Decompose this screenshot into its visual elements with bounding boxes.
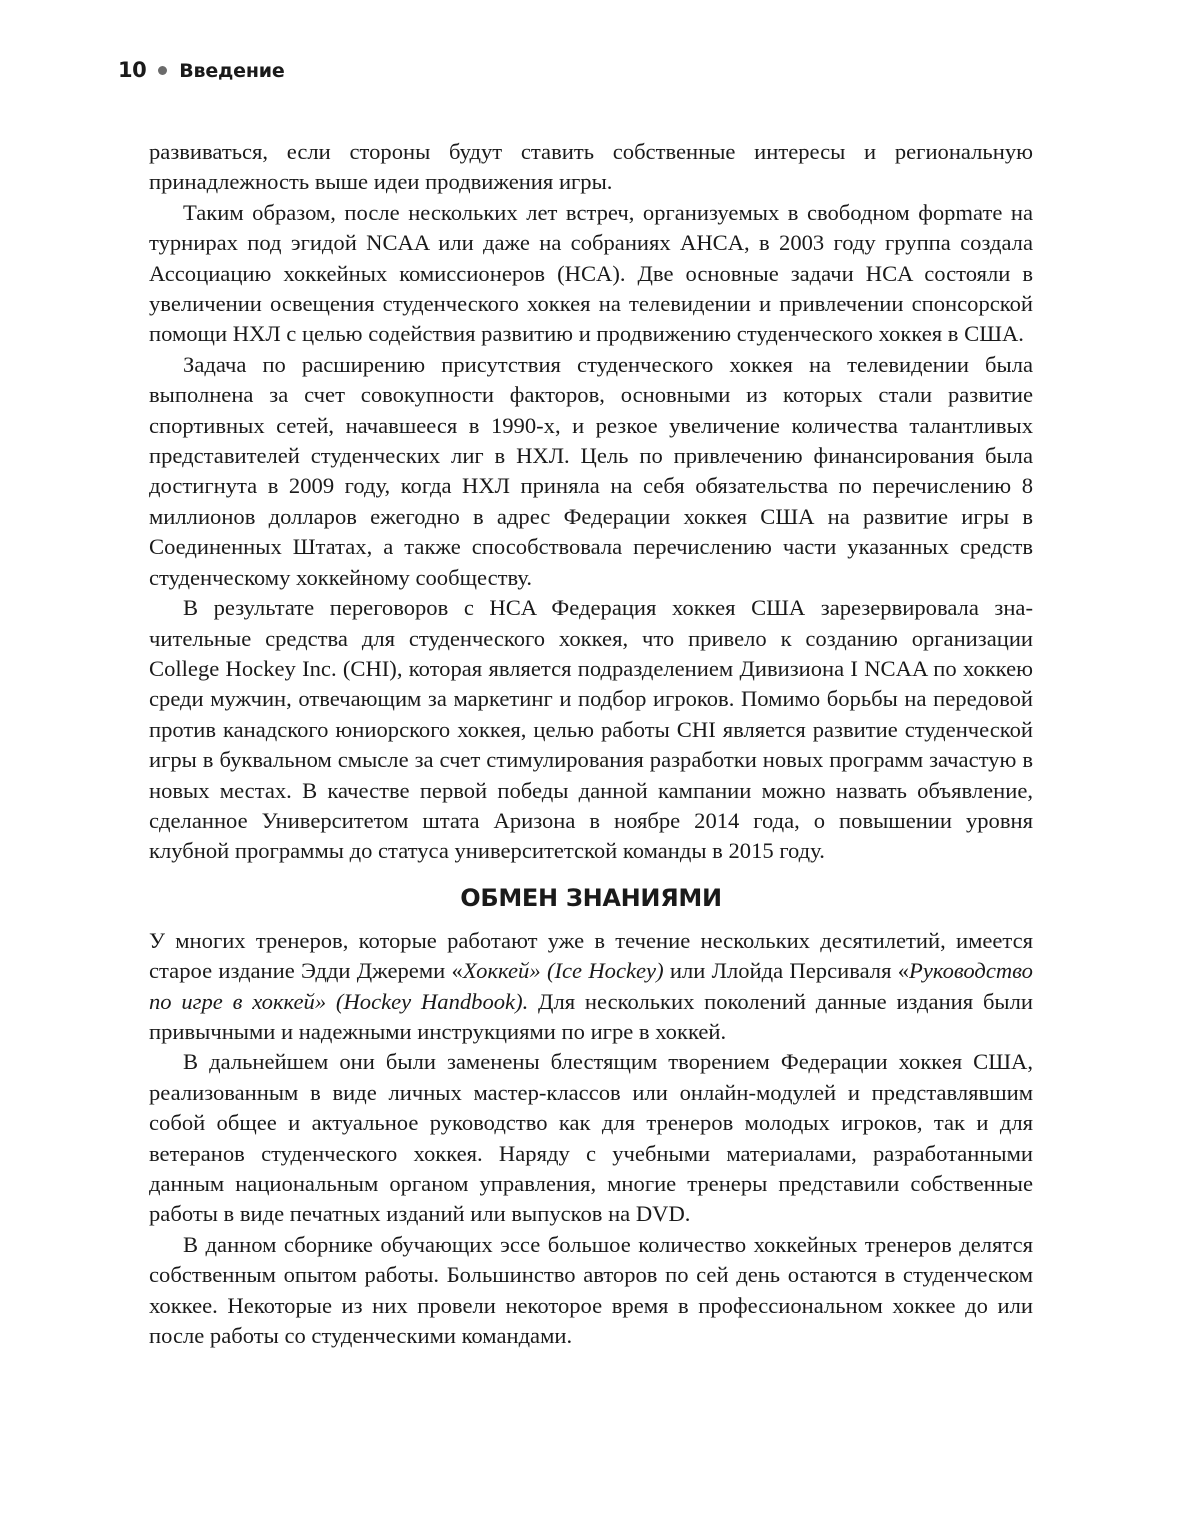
body-text (149, 137, 1033, 1351)
bullet-icon (158, 66, 167, 75)
running-head-section: Введение (179, 60, 285, 82)
paragraph: Таким образом, после нескольких лет встреч, организуемых в свободном форmате на турнирах под эгидой NCAA или даже на собраниях AHCA, в 2003 году группа создала Ассоциацию хоккейных комиссионеров (HCA). Две основные задачи HCA состояли в увеличении освещения студенческого хоккея на телевидении и привлечении спонсорской помощи НХЛ с целью содействия развитию и продвижению студенческого хоккея в США. (149, 199, 1033, 347)
paragraph-continuation: развиваться, если стороны будут ставить собственные интересы и региональную принадлежность выше идеи продвижения игры. (149, 139, 1033, 195)
paragraph-text: Для нескольких поколений данные издания были привычными и надежными инструкциями по игре в хоккей. (149, 988, 1033, 1044)
paragraph: Задача по расширению присутствия студенческого хоккея на телевидении была выполнена за счет совокупности факторов, основными из которых стали развитие спортивных сетей, начавшееся в 1990-х, и резкое увеличение количества талантливых представителей студенческих лиг в НХЛ. Цель по привлечению финансирования была достигнута в 2009 году, когда НХЛ приняла на себя обязательства по перечислению 8 миллионов долларов ежегодно в адрес Федерации хоккея США на развитие игры в Соединенных Штатах, а также способствовала перечислению части указанных средств студенческому хоккейному сообществу. (149, 351, 1033, 590)
paragraph-text: или Ллойда Персиваля « (663, 958, 910, 984)
running-head (118, 55, 285, 86)
paragraph: В результате переговоров с HCA Федерация хоккея США зарезервировала значительные средства для студенческого хоккея, что привело к созданию организации College Hockey Inc. (CHI), которая является подразделением Дивизиона I NCAA по хоккею среди мужчин, отвечающим за маркетинг и подбор игроков. Помимо борьбы на передовой против канадского юниорского хоккея, целью работы CHI является развитие студенческой игры в буквальном смысле за счет стимулирования разработки новых программ зачастую в новых местах. В качестве первой победы данной кампании можно назвать объявление, сделанное Университетом штата Аризона в ноябре 2014 года, о повышении уровня клубной программы до статуса университетской команды в 2015 году. (149, 595, 1033, 864)
book-title-italic: Хоккей» (Ice Hockey) (462, 958, 664, 984)
book-title-italic: Руководство по игре в хоккей» (Hockey Handbook). (149, 958, 1033, 1014)
page-number: 10 (118, 58, 147, 82)
paragraph-text: У многих тренеров, которые работают уже в течение нескольких десятилетий, имеется старое издание Эдди Джереми « (149, 927, 1033, 984)
paragraph (149, 926, 1033, 1048)
section-heading: ОБМЕН ЗНАНИЯМИ (460, 883, 722, 912)
paragraph: В дальнейшем они были заменены блестящим творением Федерации хоккея США, реализованным в виде личных мастер-классов или онлайн-модулей и представлявшим собой общее и актуальное руководство как для тренеров молодых игроков, так и для ветеранов студенческого хоккея. Наряду с учебными материалами, разработанными данным национальным органом управления, многие тренеры представили собственные работы в виде печатных изданий или выпусков на DVD. (149, 1049, 1033, 1227)
paragraph: В данном сборнике обучающих эссе большое количество хоккейных тренеров делятся собственным опытом работы. Большинство авторов по сей день остаются в студенческом хоккее. Некоторые из них провели некоторое время в профессиональном хоккее до или после работы со студенческими командами. (149, 1231, 1033, 1349)
